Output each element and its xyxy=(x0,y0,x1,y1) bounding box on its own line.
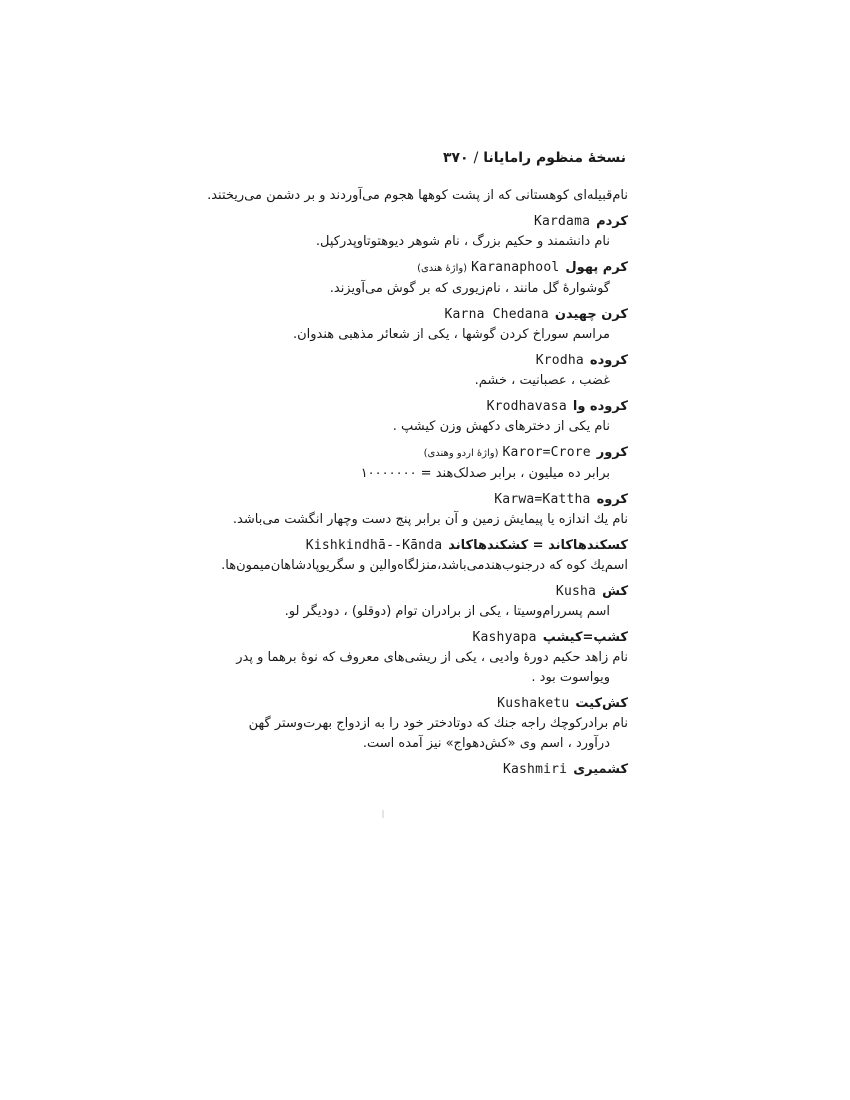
entry-definition: مراسم سوراخ کردن گوشها ، یکی از شعائر مذهبی هندوان. xyxy=(292,327,610,342)
entry-headword xyxy=(232,627,628,648)
page-header xyxy=(443,150,626,166)
headword-latin: Krodhavasa xyxy=(486,399,567,414)
headword-latin: Kishkindhā--Kānda xyxy=(305,538,443,553)
headword-latin: Kashyapa xyxy=(472,630,537,645)
glossary-entries xyxy=(207,186,628,785)
entry-definition: نام برادرکوچك راجه جنك که دوتادختر خود را به ازدواج بهرت‌وستر گهن xyxy=(248,716,628,731)
headword-persian: کرم پهول xyxy=(565,260,628,275)
entry-headword xyxy=(232,535,628,556)
entry-definition: گوشوارهٔ گل مانند ، نام‌زیوری که بر گوش می‌آویزند. xyxy=(329,281,610,296)
headword-latin: Karna Chedana xyxy=(444,307,549,322)
headword-persian: کرن چهیدن xyxy=(554,307,628,322)
scan-mark xyxy=(382,810,384,818)
entry-headword xyxy=(232,350,628,371)
headword-persian: کرور xyxy=(596,445,628,460)
glossary-entry xyxy=(232,759,628,780)
headword-latin: Karanaphool xyxy=(471,260,560,275)
entry-definition-continued: ویواسوت بود . xyxy=(531,670,610,685)
headword-persian: کردم xyxy=(596,214,628,229)
entry-definition: اسم پسررام‌وسیتا ، یکی از برادران توام (دوقلو) ، دودیگر لو. xyxy=(284,604,610,619)
headword-persian: کشپ=کیشپ xyxy=(542,630,628,645)
glossary-entry xyxy=(232,257,628,299)
headword-persian: کروده xyxy=(589,353,628,368)
glossary-entry xyxy=(232,304,628,345)
header-separator: / xyxy=(473,150,479,166)
entry-definition: اسم‌یك کوه که درجنوب‌هندمی‌باشد،منزلگاه‌والین و سگریو‌پادشاهان‌میمون‌ها. xyxy=(221,558,628,573)
headword-latin: Karwa=Kattha xyxy=(494,492,591,507)
headword-note: (واژهٔ اردو وهندی) xyxy=(423,448,499,459)
entry-headword xyxy=(232,442,628,464)
glossary-entry xyxy=(232,442,628,484)
headword-latin: Kashmiri xyxy=(502,762,568,777)
entry-headword xyxy=(232,489,628,510)
headword-latin: Kardama xyxy=(533,214,591,229)
entry-definition: برابر ده میلیون ، برابر صدلک‌هند = ۱۰۰۰۰۰۰۰ xyxy=(360,466,610,481)
glossary-entry xyxy=(232,211,628,252)
entry-definition: نام دانشمند و حکیم بزرگ ، نام شوهر دیوهتو‌تاو‌پدر‌کپل. xyxy=(315,234,610,249)
page-number: ۳۷۰ xyxy=(442,150,469,166)
headword-note: (واژهٔ هندی) xyxy=(417,263,468,274)
entry-headword xyxy=(232,257,628,279)
glossary-entry xyxy=(232,396,628,437)
headword-latin: Kushaketu xyxy=(497,696,570,711)
headword-latin: Kusha xyxy=(555,584,597,599)
headword-persian: کسکندهاکاند = کشکندهاکاند xyxy=(448,538,628,553)
entry-headword xyxy=(232,396,628,417)
glossary-entry xyxy=(232,693,628,754)
glossary-entry xyxy=(232,627,628,688)
entry-definition: نام یك اندازه یا پیمایش زمین و آن برابر پنج دست وچهار انگشت می‌باشد. xyxy=(232,512,628,527)
headword-latin: Krodha xyxy=(535,353,584,368)
headword-persian: کروده وا xyxy=(572,399,628,414)
entry-headword xyxy=(232,759,628,780)
headword-persian: کروه xyxy=(596,492,628,507)
glossary-entry xyxy=(221,535,628,576)
entry-headword xyxy=(232,693,628,714)
headword-persian: کشمیری xyxy=(573,762,628,777)
entry-definition: غضب ، عصبانیت ، خشم. xyxy=(474,373,610,388)
entry-headword xyxy=(232,581,628,602)
entry-definition-continued: درآورد ، اسم وی «کش‌دهواج» نیز آمده است. xyxy=(362,736,610,751)
headword-persian: کش‌کیت xyxy=(575,696,628,711)
entry-headword xyxy=(232,211,628,232)
glossary-entry xyxy=(232,489,628,530)
continued-definition: نام‌قبیله‌ای کوهستانی که از پشت کوهها هجوم می‌آوردند و بر دشمن می‌ریختند. xyxy=(207,188,628,203)
entry-headword xyxy=(232,304,628,325)
headword-persian: کش xyxy=(602,584,628,599)
entry-definition: نام یکی از دخترهای دکهش وزن کیشپ . xyxy=(392,419,610,434)
running-title: نسخهٔ منظوم رامایانا xyxy=(483,150,626,166)
glossary-entry xyxy=(232,350,628,391)
headword-latin: Karor=Crore xyxy=(502,445,591,460)
glossary-entry xyxy=(232,581,628,622)
entry-definition: نام زاهد حکیم دورهٔ وادیی ، یکی از ریشی‌های معروف که نوهٔ برهما و پدر xyxy=(236,650,628,665)
